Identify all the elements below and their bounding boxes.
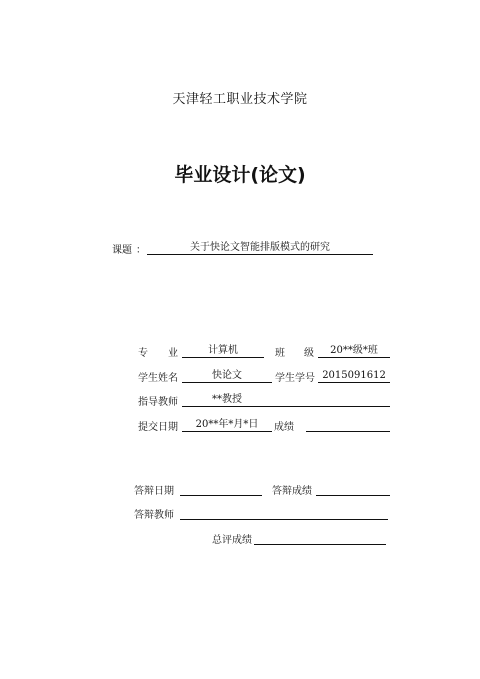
- student-name-label: 学生姓名: [138, 373, 178, 384]
- class-label-char-1: 班: [275, 348, 285, 359]
- total-score-blank: [254, 531, 386, 545]
- major-label-char-2: 业: [168, 348, 178, 359]
- major-label-char-1: 专: [138, 348, 148, 359]
- defense-date-label: 答辩日期: [134, 486, 174, 497]
- submit-date-value: 20**年*月*日: [182, 418, 272, 432]
- student-name-value: 快论文: [182, 369, 272, 383]
- student-id-value: 2015091612: [318, 369, 390, 383]
- total-score-label: 总评成绩: [212, 535, 252, 546]
- advisor-label: 指导教师: [138, 397, 178, 408]
- defense-date-blank: [180, 482, 262, 496]
- class-value: 20**级*班: [318, 344, 390, 358]
- defense-score-label: 答辩成绩: [272, 486, 312, 497]
- document-title: 毕业设计(论文): [174, 164, 306, 186]
- defense-teacher-label: 答辩教师: [134, 510, 174, 521]
- score-blank: [306, 418, 390, 432]
- student-id-label: 学生学号: [275, 373, 315, 384]
- topic-colon: ：: [136, 245, 146, 256]
- major-value: 计算机: [182, 344, 264, 358]
- school-name: 天津轻工职业技术学院: [172, 92, 308, 107]
- advisor-value-line: [182, 393, 390, 407]
- advisor-value: **教授: [212, 394, 242, 405]
- submit-date-label: 提交日期: [138, 422, 178, 433]
- topic-label: 课题: [112, 245, 132, 256]
- topic-value: 关于快论文智能排版模式的研究: [147, 241, 373, 255]
- defense-score-blank: [316, 482, 390, 496]
- defense-teacher-blank: [180, 506, 388, 520]
- class-label-char-2: 级: [304, 348, 314, 359]
- score-label: 成绩: [274, 422, 294, 433]
